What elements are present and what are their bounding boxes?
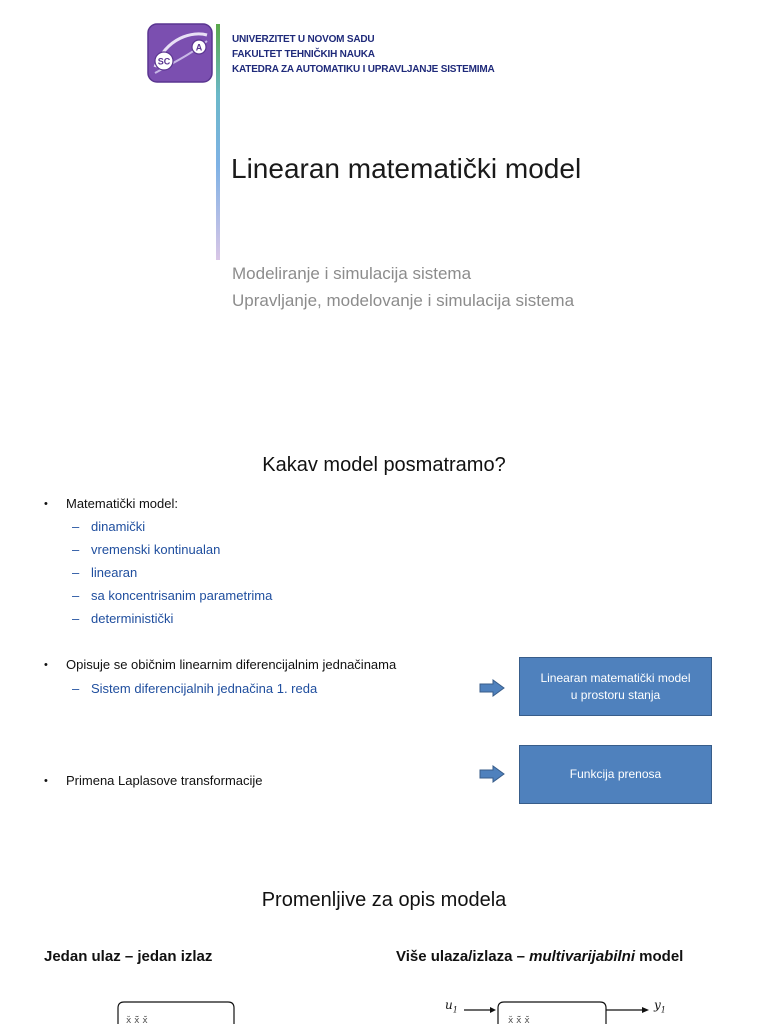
faculty-logo	[147, 23, 213, 83]
input-subscript: 1	[452, 1005, 458, 1015]
logo-right-text: A	[195, 42, 203, 53]
block-cutoff-text: x̆ ẍ̆ ẋ̆	[126, 1016, 148, 1024]
block-cutoff-text: x̆ ẍ̆ ẋ̆	[508, 1016, 530, 1024]
faculty-name: FAKULTET TEHNIČKIH NAUKA	[232, 49, 375, 60]
slide1-title: Linearan matematički model	[231, 153, 582, 184]
accent-line	[216, 24, 220, 260]
slide1-subtitle-2: Upravljanje, modelovanje i simulacija sistema	[232, 291, 575, 310]
mimo-input-label	[445, 998, 458, 1014]
dash-marker: –	[72, 681, 80, 696]
dash-marker: –	[72, 588, 80, 603]
state-space-box	[519, 657, 712, 716]
university-name: UNIVERZITET U NOVOM SADU	[232, 34, 375, 45]
output-symbol: y	[654, 998, 661, 1012]
department-name: KATEDRA ZA AUTOMATIKU I UPRAVLJANJE SISTEMIMA	[232, 64, 495, 75]
list-item: linearan	[91, 565, 138, 580]
list-item: Sistem diferencijalnih jednačina 1. reda	[91, 681, 318, 696]
bullet-dot: •	[44, 659, 48, 671]
siso-system-block	[110, 998, 240, 1024]
mimo-heading-emphasis: multivarijabilni	[529, 948, 635, 965]
output-subscript: 1	[660, 1005, 666, 1015]
list-item: sa koncentrisanim parametrima	[91, 588, 273, 603]
list-item: deterministički	[91, 611, 174, 626]
logo-left-text: SC	[157, 56, 171, 67]
transfer-function-box: Funkcija prenosa	[519, 745, 712, 804]
bullet-matematicki-model: Matematički model:	[66, 496, 178, 511]
input-symbol: u	[445, 998, 453, 1012]
slide2-title: Kakav model posmatramo?	[262, 454, 506, 476]
dash-marker: –	[72, 611, 80, 626]
slide1-subtitle-1: Modeliranje i simulacija sistema	[232, 264, 472, 283]
mimo-heading-post: model	[635, 948, 684, 965]
right-arrow-icon	[479, 679, 505, 697]
siso-heading: Jedan ulaz – jedan izlaz	[44, 948, 213, 965]
dash-marker: –	[72, 542, 80, 557]
state-space-box-line-2: u prostoru stanja	[570, 687, 661, 702]
list-item: dinamički	[91, 519, 146, 534]
bullet-dot: •	[44, 775, 48, 787]
state-space-box-line-1: Linearan matematički model	[540, 670, 691, 685]
list-item: vremenski kontinualan	[91, 542, 221, 557]
bullet-diferencijalne-jednacine: Opisuje se običnim linearnim diferencijalnim jednačinama	[66, 657, 397, 672]
mimo-output-label	[654, 998, 666, 1014]
dash-marker: –	[72, 519, 80, 534]
bullet-laplasova-transformacija: Primena Laplasove transformacije	[66, 773, 263, 788]
bullet-dot: •	[44, 498, 48, 510]
mimo-system-block	[462, 998, 662, 1024]
right-arrow-icon	[479, 765, 505, 783]
mimo-heading	[396, 948, 683, 965]
mimo-heading-pre: Više ulaza/izlaza –	[396, 948, 530, 965]
dash-marker: –	[72, 565, 80, 580]
slide3-title: Promenljive za opis modela	[261, 889, 507, 911]
